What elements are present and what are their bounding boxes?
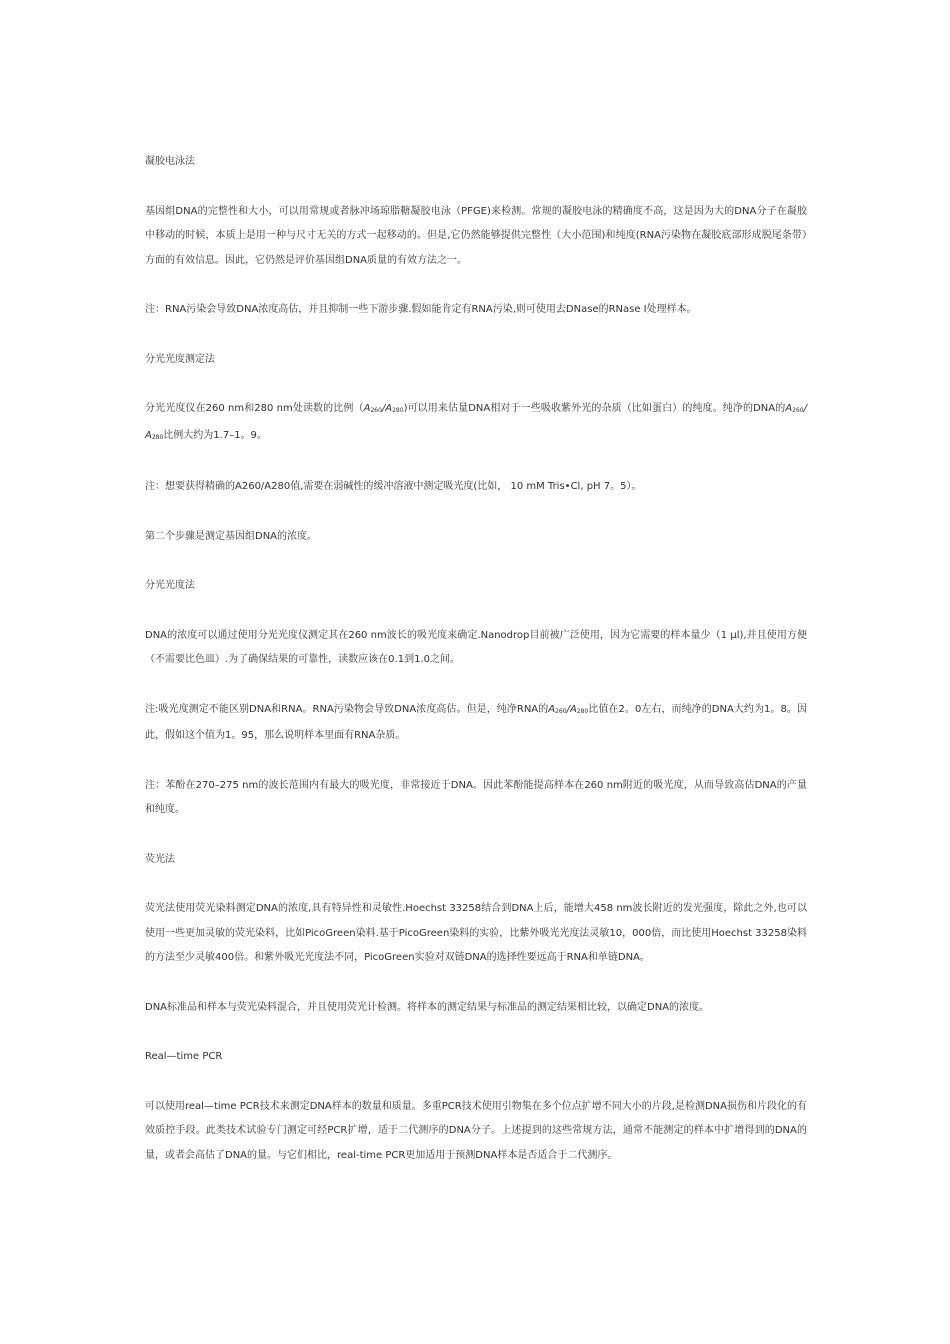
symbol-slash: / [803,403,807,414]
heading-gel-electrophoresis: 凝胶电泳法 [145,156,195,167]
note-rna-contamination: 注：RNA污染会导致DNA浓度高估，并且抑制一些下游步骤.假如能肯定有RNA污染,则可使用去DNase的RNase I处理样本。 [145,304,697,315]
paragraph-second-step: 第二个步骤是测定基因组DNA的浓度。 [145,530,318,542]
symbol-absorbance: A [548,703,556,715]
symbol-absorbance: A [385,403,393,414]
text-segment: )可以用来估量DNA相对于一些吸收紫外光的杂质（比如蛋白）的纯度。纯净的DNA的 [403,403,786,414]
symbol-slash: / [566,703,570,715]
heading-fluorometry: 荧光法 [145,853,175,865]
subscript-280: 280 [576,707,589,715]
symbol-absorbance: A [145,429,152,441]
symbol-slash: / [381,403,386,414]
paragraph-absorbance-ratio [145,397,807,450]
subscript-260: 260 [555,707,567,715]
heading-spectrophotometry: 分光光度法 [145,580,195,591]
subscript-260: 260 [370,407,382,414]
text-segment: 分光光度仪在260 nm和280 nm处读数的比例（ [145,403,364,414]
symbol-absorbance: A [569,703,577,715]
text-segment: 比值在2。0左右，而纯净的DNA大约为1。8。因此，假如这个值为1。95，那么说明样本里面有RNA杂质。 [145,703,807,741]
symbol-absorbance: A [785,403,793,414]
heading-spectrophotometry-purity: 分光光度测定法 [145,353,215,365]
note-phenol: 注：苯酚在270–275 nm的波长范围内有最大的吸光度，非常接近于DNA。因此苯酚能提高样本在260 nm附近的吸光度，从而导致高估DNA的产量和纯度。 [145,779,807,815]
subscript-280: 280 [392,407,404,414]
note-buffer-measurement: 注：想要获得精确的A260/A280值,需要在弱碱性的缓冲溶液中测定吸光度(比如， 10 mM Tris•Cl, pH 7。5）。 [145,481,642,492]
paragraph-standards: DNA标准品和样本与荧光染料混合，并且使用荧光计检测。将样本的测定结果与标准品的测定结果相比较，以确定DNA的浓度。 [145,1001,710,1013]
note-dna-rna-distinction [145,698,807,749]
subscript-260: 260 [792,407,804,414]
paragraph-real-time-pcr: 可以使用real—time PCR技术来测定DNA样本的数量和质量。多重PCR技术使用引物集在多个位点扩增不同大小的片段,是检测DNA损伤和片段化的有效质控手段。此类技术试验专门测定可经PCR扩增，适于二代测序的DNA分子。上述提到的这些常规方法，通常不能测定的样本中扩增得到的DNA的量，或者会高估了DNA的量。与它们相比，real-time PCR更加适用于预测DNA样本是否适合于二代测序。 [145,1100,807,1161]
text-segment: 注:吸光度测定不能区别DNA和RNA。RNA污染物会导致DNA浓度高估。但是，纯净RNA的 [145,703,549,715]
paragraph-gel-description: 基因组DNA的完整性和大小，可以用常规或者脉冲场琼脂糖凝胶电泳（PFGE)来检测。常规的凝胶电泳的精确度不高，这是因为大的DNA分子在凝胶中移动的时候，本质上是用一种与尺寸无关的方式一起移动的。但是,它仍然能够提供完整性（大小范围)和纯度(RNA污染物在凝胶底部形成脱尾条带）方面的有效信息。因此，它仍然是评价基因组DNA质量的有效方法之一。 [145,205,807,266]
subscript-280: 280 [151,433,164,441]
document-body [145,150,807,1193]
symbol-absorbance: A [363,403,371,414]
heading-real-time-pcr: Real—time PCR [145,1051,223,1062]
paragraph-nanodrop: DNA的浓度可以通过使用分光光度仪测定其在260 nm波长的吸光度来确定.Nanodrop目前被广泛使用，因为它需要的样本量少（1 μl),并且使用方便（不需要比色皿）.为了确保结果的可靠性，读数应该在0.1到1.0之间。 [145,629,807,665]
text-segment: 比例大约为1.7–1。9。 [163,429,267,441]
paragraph-fluorescent-dyes: 荧光法使用荧光染料测定DNA的浓度,具有特异性和灵敏性.Hoechst 33258结合到DNA上后，能增大458 nm波长附近的发光强度，除此之外,也可以使用一些更加灵敏的荧光染料，比如PicoGreen染料.基于PicoGreen染料的实验，比紫外吸光光度法灵敏10，000倍，而比使用Hoechst 33258染料的方法至少灵敏400倍。和紫外吸光光度法不同，PicoGreen实验对双链DNA的选择性要远高于RNA和单链DNA。 [145,903,807,963]
